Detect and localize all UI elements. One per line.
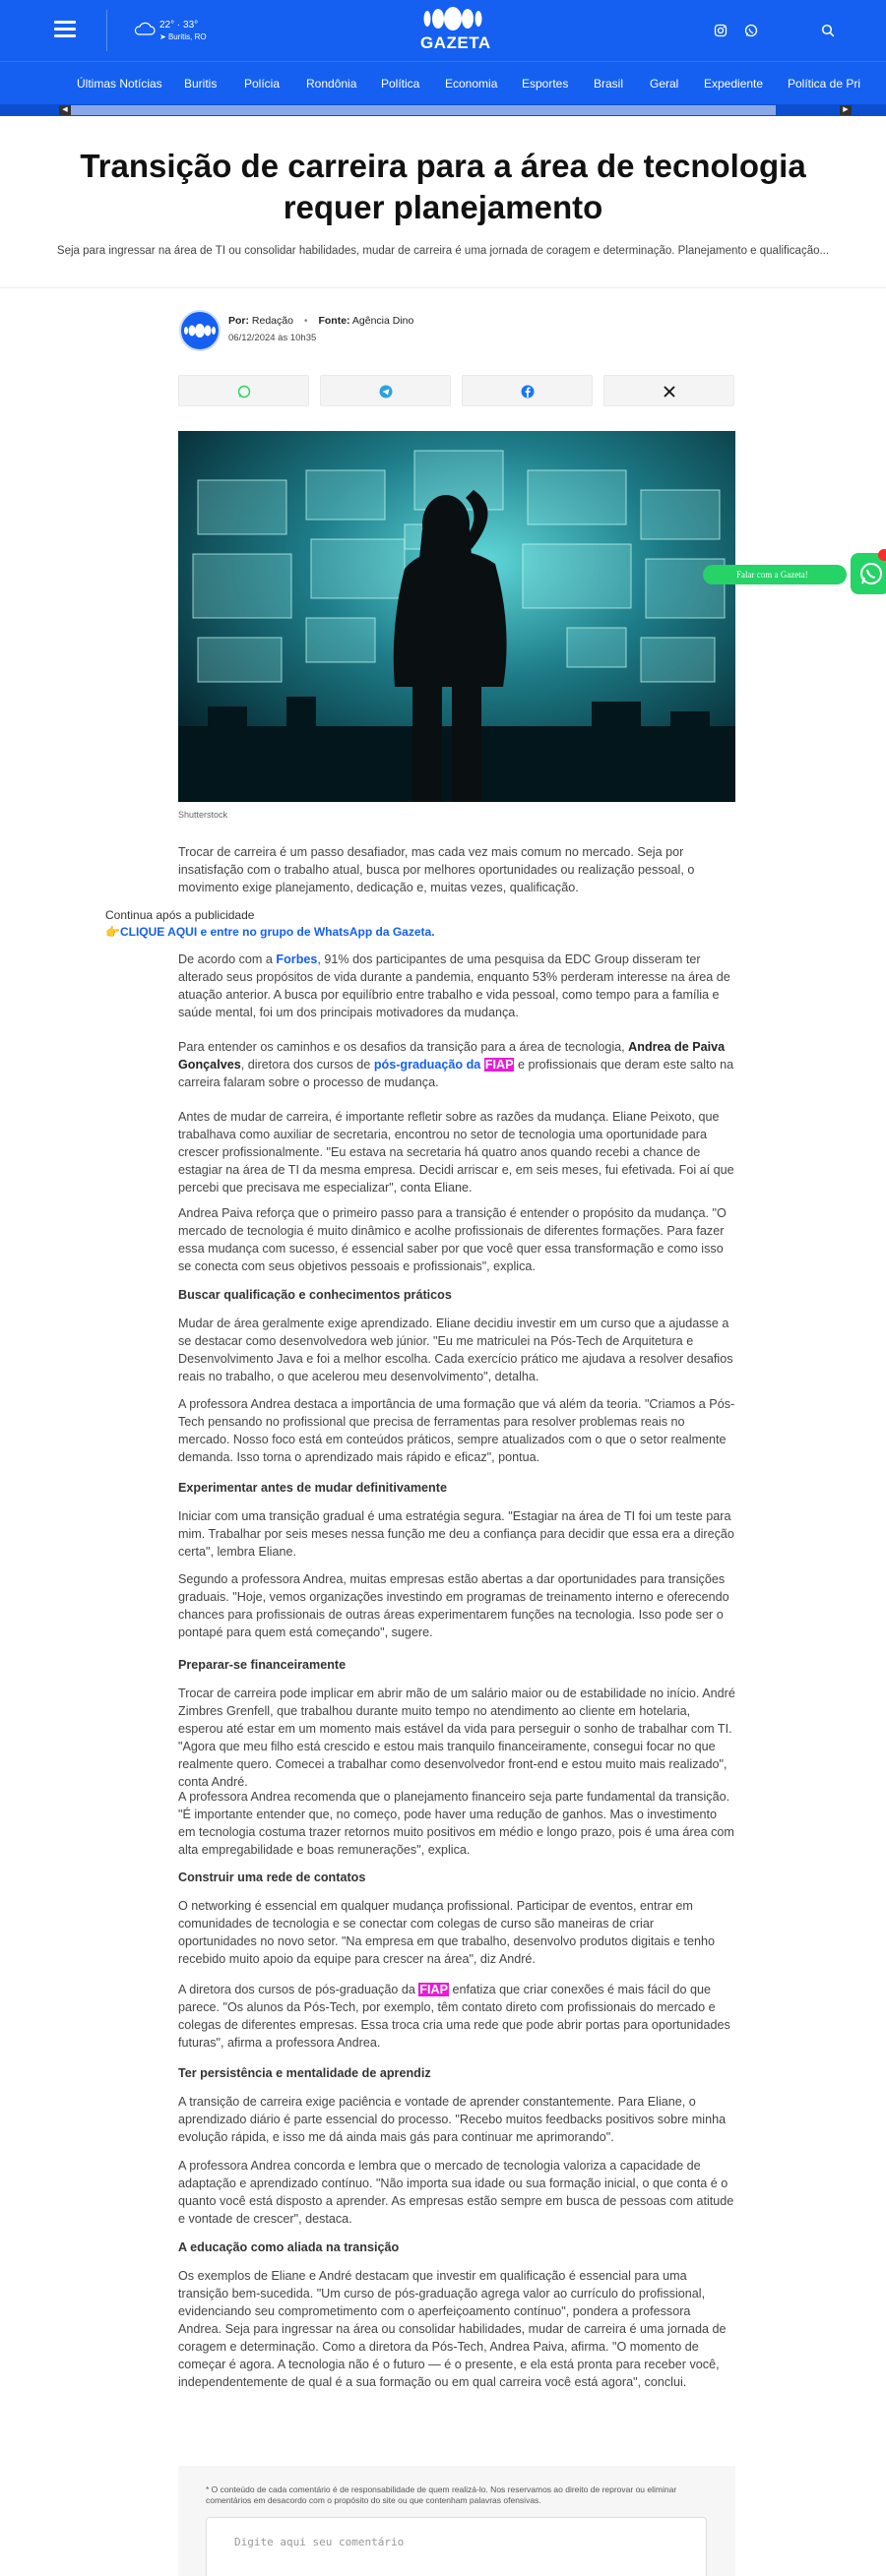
ad-notice: Continua após a publicidade bbox=[105, 908, 255, 922]
share-telegram-button[interactable] bbox=[320, 375, 451, 406]
nav-buritis[interactable]: Buritis bbox=[184, 77, 218, 91]
scroll-left-icon[interactable]: ◀ bbox=[59, 105, 71, 115]
section-heading-4: Construir uma rede de contatos bbox=[178, 1871, 366, 1884]
woman-screens-illustration bbox=[178, 431, 735, 802]
paragraph-3: Para entender os caminhos e os desafios da transição para a área de tecnologia, Andrea de Paiva Gonçalves, diretora dos cursos de pós-graduação da FIAP e profissionais que deram este salto na carreira falaram sobre o processo de mudança. bbox=[178, 1040, 734, 1089]
weather-temps: 22° · 33° bbox=[159, 20, 199, 31]
comment-input[interactable]: Digite aqui seu comentário bbox=[206, 2517, 707, 2576]
nav-brasil[interactable]: Brasil bbox=[594, 77, 624, 91]
whatsapp-chat-label[interactable]: Falar com a Gazeta! bbox=[703, 565, 847, 584]
section-heading-6: A educação como aliada na transição bbox=[178, 2240, 400, 2254]
whatsapp-icon bbox=[237, 385, 251, 399]
paragraph-6: Mudar de área geralmente exige aprendizado. Eliane decidiu investir em um curso que a ajudasse a se destacar como desenvolvedora web júnior. "Eu me matriculei na Pós-Tech de Arquitetura e Desenvolvimento Java e foi a melhor escolha. Cada exercício prático me ajudava a resolver desafios reais no trabalho, o que acelerou meu desenvolvimento", detalha. bbox=[178, 1317, 733, 1383]
cloud-icon bbox=[134, 22, 156, 35]
gazeta-logo[interactable] bbox=[420, 6, 491, 55]
main-nav bbox=[0, 61, 886, 104]
author-avatar bbox=[179, 310, 221, 351]
nav-rondonia[interactable]: Rondônia bbox=[306, 77, 357, 91]
paragraph-16: Os exemplos de Eliane e André destacam que investir em qualificação é essencial para uma transição bem-sucedida. "Um curso de pós-graduação agrega valor ao currículo do profissional, evidenciando seu comprometimento com o aperfeiçoamento contínuo", pondera a professora Andrea. Seja para ingressar na área ou consolidar habilidades, mudar de carreira é uma jornada de coragem e determinação. Como a diretora da Pós-Tech, Andrea Paiva, afirma. "O momento de começar é agora. A tecnologia não é o futuro — é o presente, e ela está pronta para receber você, independentemente de qual é a sua formação ou em qual carreira você está agora", conclui. bbox=[178, 2269, 727, 2389]
instagram-icon[interactable] bbox=[714, 24, 728, 37]
author-name: Redação bbox=[251, 315, 293, 327]
article-subtitle: Seja para ingressar na área de TI ou consolidar habilidades, mudar de carreira é uma jornada de coragem e determinação. Planejamento e qualificação... bbox=[56, 245, 830, 257]
comments-disclaimer: * O conteúdo de cada comentário é de responsabilidade de quem realizá-lo. Nos reservamos ao direito de reprovar ou eliminar comentários em desacordo com o propósito do site ou que contenham palavras ofensivas. bbox=[206, 2484, 677, 2505]
logo-text: GAZETA bbox=[420, 33, 491, 52]
whatsapp-group-link[interactable]: 👉CLIQUE AQUI e entre no grupo de WhatsApp da Gazeta. bbox=[105, 925, 435, 939]
top-header bbox=[0, 0, 886, 61]
fiap-highlight: FIAP bbox=[419, 1983, 449, 1996]
section-heading-1: Buscar qualificação e conhecimentos práticos bbox=[178, 1288, 452, 1302]
logo-mark bbox=[423, 6, 482, 31]
search-icon[interactable] bbox=[821, 24, 835, 37]
paragraph-4: Antes de mudar de carreira, é importante refletir sobre as razões da mudança. Eliane Peixoto, que trabalhava como auxiliar de secretaria, encontrou no setor de tecnologia uma oportunidade para crescer profissionalmente. "Eu estava na secretaria há quatro anos quando recebi a chance de estagiar na área de TI da mesma empresa. Decidi arriscar e, em seis meses, fui efetivada. Foi aí que percebi que precisava me especializar", conta Eliane. bbox=[178, 1110, 734, 1195]
divider bbox=[0, 287, 886, 288]
paragraph-15: A professora Andrea concorda e lembra que o mercado de tecnologia valoriza a capacidade de adaptação e aprendizado contínuo. "Não importa sua idade ou sua formação inicial, o que conta é o quanto você está disposto a aprender. As empresas estão sempre em busca de pessoas com atitude e vontade de crescer", destaca. bbox=[178, 2159, 734, 2226]
article-title: Transição de carreira para a área de tecnologia requer planejamento bbox=[80, 148, 806, 225]
whatsapp-icon[interactable] bbox=[744, 24, 758, 37]
nav-policia[interactable]: Polícia bbox=[244, 77, 281, 91]
nav-esportes[interactable]: Esportes bbox=[522, 77, 569, 91]
paragraph-14: A transição de carreira exige paciência e vontade de aprender constantemente. Para Eliane, o aprendizado diário é parte essencial do processo. "Recebo muitos feedbacks positivos sobre minha evolução rápida, e isso me dá ainda mais gás para continuar me aprimorando". bbox=[178, 2095, 727, 2144]
notification-badge bbox=[878, 549, 886, 561]
source-name: Agência Dino bbox=[351, 315, 414, 327]
nav-politica[interactable]: Política bbox=[381, 77, 420, 91]
share-whatsapp-button[interactable] bbox=[178, 375, 309, 406]
paragraph-13: A diretora dos cursos de pós-graduação da FIAP enfatiza que criar conexões é mais fácil do que parece. "Os alunos da Pós-Tech, por exemplo, têm contato direto com profissionais do mercado e colegas de diferentes empresas. Essa troca cria uma rede que pode abrir portas para oportunidades futuras", afirma a professora Andrea. bbox=[178, 1983, 730, 2050]
telegram-icon bbox=[379, 385, 393, 399]
paragraph-10: Trocar de carreira pode implicar em abrir mão de um salário maior ou de estabilidade no início. André Zimbres Grenfell, que trabalhou durante muito tempo no atendimento ao cliente em hotelaria, esperou até estar em um momento mais estável da vida para perseguir o sonho de trabalhar com TI. "Agora que meu filho está crescido e estou mais tranquilo financeiramente, consegui focar no que realmente quero. Comecei a trabalhar como desenvolvedor front-end e estou muito mais realizado", conta André. bbox=[178, 1687, 735, 1789]
paragraph-1: Trocar de carreira é um passo desafiador, mas cada vez mais comum no mercado. Seja por insatisfação com o trabalho atual, busca por melhores oportunidades ou realização pessoal, o movimento exige planejamento, dedicação e, muitas vezes, qualificação. bbox=[178, 845, 695, 894]
pos-graduacao-link[interactable]: pós-graduação da FIAP bbox=[373, 1058, 514, 1072]
forbes-link[interactable]: Forbes bbox=[276, 952, 318, 966]
paragraph-9: Segundo a professora Andrea, muitas empresas estão abertas a dar oportunidades para transições graduais. "Hoje, vemos organizações investindo em programas de treinamento interno e oferecendo chances para profissionais de outras áreas experimentarem funções na tecnologia. Isso pode ser o pontapé para quem está começando", sugere. bbox=[178, 1572, 729, 1639]
paragraph-11: A professora Andrea recomenda que o planejamento financeiro seja parte fundamental da transição. "É importante entender que, no começo, pode haver uma redução de ganhos. Mas o investimento em tecnologia costuma trazer retornos muito positivos em médio e longo prazo, pois é uma área com alta empregabilidade e boas remunerações", explica. bbox=[178, 1790, 734, 1857]
nav-geral[interactable]: Geral bbox=[650, 77, 679, 91]
nav-ultimas-noticias[interactable]: Últimas Notícias bbox=[77, 77, 162, 91]
fiap-highlight: FIAP bbox=[484, 1058, 514, 1072]
share-facebook-button[interactable] bbox=[462, 375, 593, 406]
nav-expediente[interactable]: Expediente bbox=[704, 77, 764, 91]
header-divider bbox=[106, 10, 107, 51]
article-image bbox=[178, 431, 735, 802]
facebook-icon bbox=[521, 385, 535, 399]
paragraph-12: O networking é essencial em qualquer mudança profissional. Participar de eventos, entrar em comunidades de tecnologia e se conectar com colegas de curso são maneiras de criar oportunidades no novo setor. "Na empresa em que trabalho, desenvolvo produtos digitais e tenho recebido muito apoio da equipe para crescer na área", diz André. bbox=[178, 1899, 715, 1966]
publish-date: 06/12/2024 às 10h35 bbox=[228, 333, 317, 343]
author-line: Por: Redação • Fonte: Agência Dino bbox=[228, 315, 414, 327]
section-heading-3: Preparar-se financeiramente bbox=[178, 1658, 347, 1672]
nav-scrollbar[interactable] bbox=[0, 104, 886, 116]
section-heading-5: Ter persistência e mentalidade de aprendiz bbox=[178, 2066, 431, 2080]
paragraph-8: Iniciar com uma transição gradual é uma estratégia segura. "Estagiar na área de TI foi um teste para mim. Trabalhar por seis meses nessa função me deu a confiança para decidir que essa era a direção certa", lembra Eliane. bbox=[178, 1509, 734, 1559]
x-icon bbox=[663, 385, 676, 399]
image-caption: Shutterstock bbox=[178, 810, 228, 820]
avatar-logo-icon bbox=[181, 312, 219, 349]
nav-politica-privacidade[interactable]: Política de Pri bbox=[788, 77, 861, 91]
whatsapp-chat-button[interactable] bbox=[851, 553, 886, 594]
nav-economia[interactable]: Economia bbox=[445, 77, 498, 91]
menu-icon[interactable] bbox=[54, 21, 76, 38]
paragraph-5: Andrea Paiva reforça que o primeiro passo para a transição é entender o propósito da mudança. "O mercado de tecnologia é muito dinâmico e acolhe profissionais de diferentes formações. Para fazer essa mudança com sucesso, é essencial saber por que você quer essa transformação e como isso se conecta com seus objetivos pessoais e profissionais", explica. bbox=[178, 1206, 727, 1273]
scrollbar-thumb[interactable] bbox=[71, 105, 776, 115]
share-x-button[interactable] bbox=[603, 375, 734, 406]
paragraph-7: A professora Andrea destaca a importância de uma formação que vá além da teoria. "Criamos a Pós-Tech pensando no profissional que precisa de ferramentas para resolver problemas reais no mercado. Nosso foco está em conteúdos práticos, sempre atualizados com o que o setor realmente demanda. Isso torna o aprendizado mais rápido e eficaz", pontua. bbox=[178, 1397, 735, 1464]
scroll-right-icon[interactable]: ▶ bbox=[840, 105, 852, 115]
paragraph-2: De acordo com a Forbes, 91% dos participantes de uma pesquisa da EDC Group disseram ter alterado seus propósitos de vida durante a pandemia, enquanto 53% perderam interesse na área de atuação anterior. A busca por equilíbrio entre trabalho e vida pessoal, como tempo para a família e saúde mental, foi um dos principais motivadores da mudança. bbox=[178, 952, 730, 1019]
section-heading-2: Experimentar antes de mudar definitivamente bbox=[178, 1481, 447, 1495]
weather-city: ➤ Buritis, RO bbox=[159, 32, 207, 41]
